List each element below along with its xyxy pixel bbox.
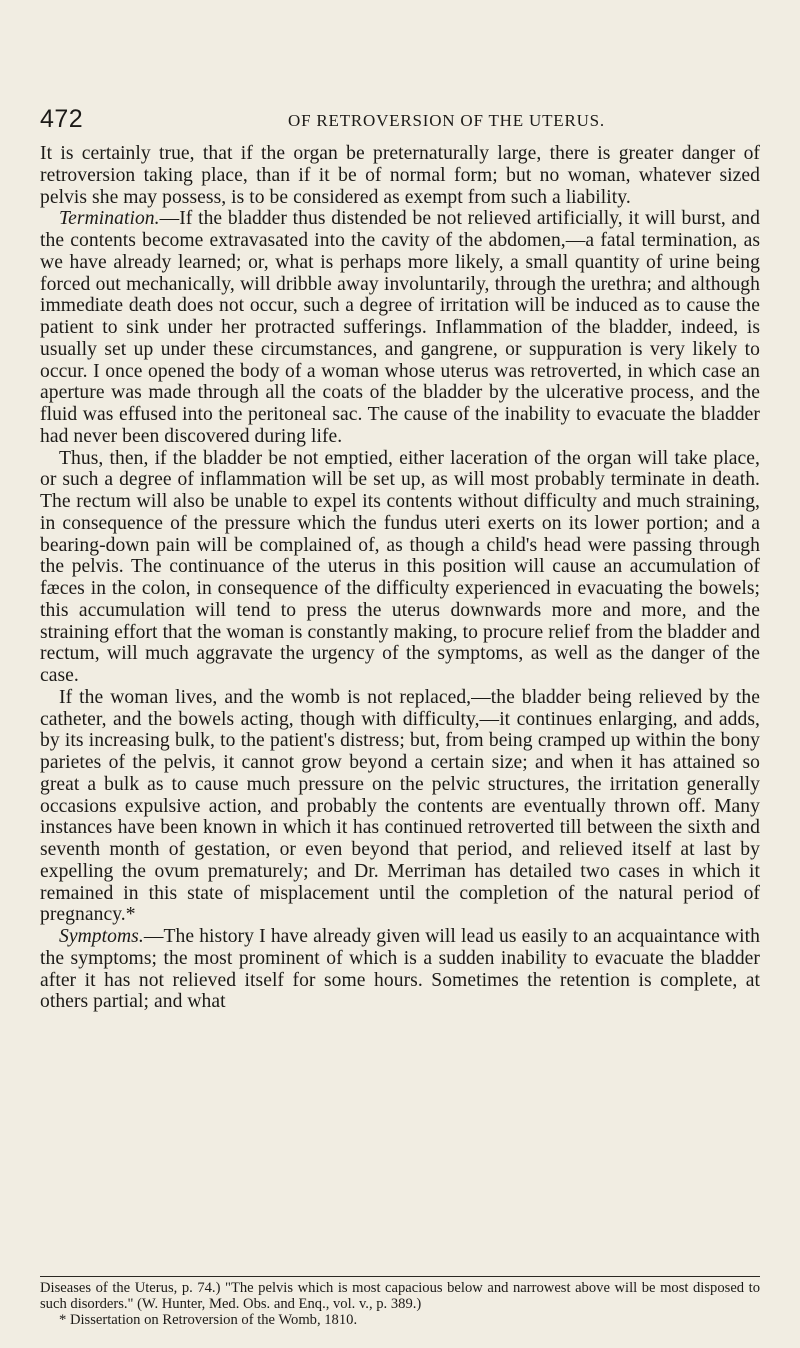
paragraph-woman-lives: If the woman lives, and the womb is not replaced,—the bladder being relieved by the catheter, and the bowels acting, though with difficulty,—it continues enlarging, and adds, by its increasing bulk, to the patient's distress; but, from being cramped up within the bony parietes of the pelvis, it cannot grow beyond a certain size; and when it has attained so great a bulk as to cause much pressure on the pelvic structures, the irritation generally occasions expulsive action, and probably the contents are eventually thrown off. Many instances have been known in which it has continued retroverted till between the sixth and seventh month of gestation, or even beyond that period, and relieved itself at last by expelling the ovum prematurely; and Dr. Merriman has detailed two cases in which it remained in this state of misplacement until the completion of the natural period of pregnancy.* <box>40 686 760 926</box>
paragraph-retroversion-liability: It is certainly true, that if the organ be preternaturally large, there is greater danger of retroversion taking place, than if it be of normal form; but no woman, whatever sized pelvis she may possess, is to be considered as exempt from such a liability. <box>40 143 760 208</box>
paragraph-bladder-not-emptied: Thus, then, if the bladder be not emptied, either laceration of the organ will take place, or such a degree of inflammation will be set up, as will most probably terminate in death. The rectum will also be unable to expel its contents without difficulty and much straining, in consequence of the pressure which the fundus uteri exerts on its lower portion; and a bearing-down pain will be complained of, as though a child's head were passing through the pelvis. The continuance of the uterus in this position will cause an accumulation of fæces in the colon, in consequence of the difficulty experienced in evacuating the bowels; this accumulation will tend to press the uterus downwards more and more, and the straining effort that the woman is constantly making, to procure relief from the bladder and rectum, will much aggravate the urgency of the symptoms, as well as the danger of the case. <box>40 447 760 686</box>
page-header <box>40 106 760 132</box>
footnote-divider <box>40 1276 760 1277</box>
symptoms-heading: Symptoms. <box>59 926 144 947</box>
paragraph-symptoms <box>40 926 760 1013</box>
symptoms-text: —The history I have already given will lead us easily to an acquaintance with the symptoms; the most prominent of which is a sudden inability to evacuate the bladder after it has not relieved itself for some hours. Sometimes the retention is complete, at others partial; and what <box>40 926 760 1013</box>
paragraph-termination <box>40 208 760 447</box>
running-title: OF RETROVERSION OF THE UTERUS. <box>288 111 605 130</box>
termination-heading: Termination. <box>59 208 160 230</box>
footnote-continued: Diseases of the Uterus, p. 74.) "The pelvis which is most capacious below and narrowest above will be most disposed to such disorders." (W. Hunter, Med. Obs. and Enq., vol. v., p. 389.) <box>40 1280 760 1312</box>
footnote-dissertation: * Dissertation on Retroversion of the Womb, 1810. <box>59 1312 358 1328</box>
page-number: 472 <box>40 105 84 133</box>
footnotes <box>40 1280 760 1328</box>
termination-text: —If the bladder thus distended be not relieved artificially, it will burst, and the contents become extravasated into the cavity of the abdomen,—a fatal termination, as we have already learned; or, what is perhaps more likely, a small quantity of urine being forced out mechanically, will dribble away involuntarily, through the urethra; and although immediate death does not occur, such a degree of irritation will be induced as to cause the patient to sink under her protracted sufferings. Inflammation of the bladder, indeed, is usually set up under these circumstances, and gangrene, or suppuration is very likely to occur. I once opened the body of a woman whose uterus was retroverted, in which case an aperture was made through all the coats of the bladder by the ulcerative process, and the fluid was effused into the peritoneal sac. The cause of the inability to evacuate the bladder had never been discovered during life. <box>40 208 760 447</box>
body-text <box>40 143 760 1013</box>
